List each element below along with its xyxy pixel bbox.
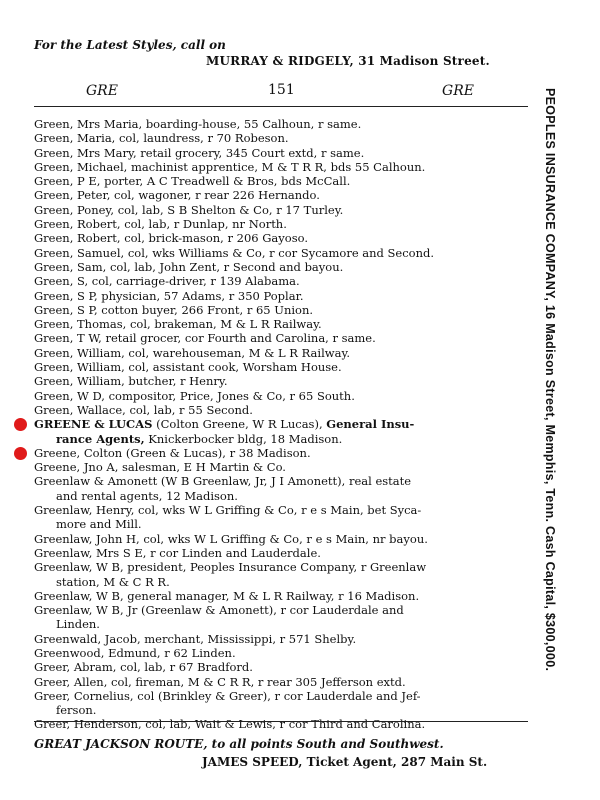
directory-entry: Green, Mrs Mary, retail grocery, 345 Court extd, r same. [34,145,365,160]
page-number: 151 [268,82,295,98]
red-dot-marker [14,447,27,460]
directory-entry: Green, William, butcher, r Henry. [34,374,228,389]
directory-entry: Greenlaw, Mrs S E, r cor Linden and Lauderdale. [34,545,321,560]
directory-entry: Green, Thomas, col, brakeman, M & L R Railway. [34,317,322,332]
directory-entry: Green, P E, porter, A C Treadwell & Bros, bds McCall. [34,174,351,189]
directory-entry: Greer, Cornelius, col (Brinkley & Greer), r cor Lauderdale and Jef- ferson. [34,688,421,718]
top-ad-line2: MURRAY & RIDGELY, 31 Madison Street. [206,54,490,68]
directory-entry: Greenlaw, Henry, col, wks W L Griffing & Co, r e s Main, bet Syca- more and Mill. [34,503,422,532]
directory-entry: Greer, Abram, col, lab, r 67 Bradford. [34,660,253,675]
directory-entry: Green, William, col, warehouseman, M & L R Railway. [34,345,351,360]
top-ad-line1: For the Latest Styles, call on [34,38,226,52]
side-advertisement [543,88,559,736]
bottom-ad-line2: JAMES SPEED, Ticket Agent, 287 Main St. [202,755,488,769]
directory-entries [34,117,530,732]
directory-entry: Greenlaw, John H, col, wks W L Griffing & Co, r e s Main, nr bayou. [34,531,428,546]
directory-entry: Green, S P, cotton buyer, 266 Front, r 65 Union. [34,302,314,317]
directory-entry: Green, Robert, col, lab, r Dunlap, nr North. [34,217,287,232]
header-rule [34,106,528,107]
directory-entry: Green, T W, retail grocer, cor Fourth and Carolina, r same. [34,331,376,346]
directory-entry: Green, S, col, carriage-driver, r 139 Alabama. [34,274,300,289]
directory-entry: Green, Samuel, col, wks Williams & Co, r cor Sycamore and Second. [34,245,435,260]
directory-entry: Greenlaw, W B, president, Peoples Insurance Company, r Greenlaw station, M & C R R. [34,560,427,589]
directory-entry: Greene, Colton (Green & Lucas), r 38 Madison. [34,446,530,460]
directory-entry: Green, Poney, col, lab, S B Shelton & Co, r 17 Turley. [34,202,344,217]
directory-entry: Green, Michael, machinist apprentice, M & T R R, bds 55 Calhoun. [34,159,426,174]
directory-entry: Green, William, col, assistant cook, Worsham House. [34,360,342,375]
directory-entry: Green, Wallace, col, lab, r 55 Second. [34,402,253,417]
page-header [34,80,524,100]
directory-entry: Greenlaw, W B, Jr (Greenlaw & Amonett), r cor Lauderdale and Linden. [34,603,404,632]
directory-entry: Green, Robert, col, brick-mason, r 206 Gayoso. [34,231,308,246]
directory-entry: Greenwood, Edmund, r 62 Linden. [34,645,236,660]
directory-entry-featured: GREENE & LUCAS (Colton Greene, W R Lucas), General Insu- rance Agents, Knickerbocker bldg, 18 Madison. [34,417,530,446]
directory-entry: Green, S P, physician, 57 Adams, r 350 Poplar. [34,288,304,303]
directory-entry: Green, Sam, col, lab, John Zent, r Second and bayou. [34,259,344,274]
red-dot-marker [14,418,27,431]
directory-entry: Green, Mrs Maria, boarding-house, 55 Calhoun, r same. [34,117,362,131]
directory-entry: Green, W D, compositor, Price, Jones & Co, r 65 South. [34,388,355,403]
footer-rule [34,721,528,722]
directory-entry: Greer, Allen, col, fireman, M & C R R, r rear 305 Jefferson extd. [34,674,406,689]
header-index-right: GRE [442,83,474,99]
directory-entry: Greene, Jno A, salesman, E H Martin & Co. [34,460,286,475]
directory-entry: Greer, Henderson, col, lab, Wait & Lewis, r cor Third and Carolina. [34,717,426,732]
directory-entry: Green, Peter, col, wagoner, r rear 226 Hernando. [34,188,320,203]
directory-entry: Greenwald, Jacob, merchant, Mississippi, r 571 Shelby. [34,631,357,646]
top-advertisement [34,38,534,68]
side-ad-text: PEOPLES INSURANCE COMPANY, 16 Madison Street, Memphis, Tenn. Cash Capital, $300,000. [543,88,557,672]
header-index-left: GRE [86,83,118,99]
bottom-advertisement [34,737,534,769]
directory-entry: Green, Maria, col, laundress, r 70 Robeson. [34,131,289,146]
bottom-ad-line1: GREAT JACKSON ROUTE, to all points South and Southwest. [34,737,444,751]
directory-entry: Greenlaw, W B, general manager, M & L R Railway, r 16 Madison. [34,588,420,603]
directory-entry: Greenlaw & Amonett (W B Greenlaw, Jr, J I Amonett), real estate and rental agents, 12 Madison. [34,474,412,503]
